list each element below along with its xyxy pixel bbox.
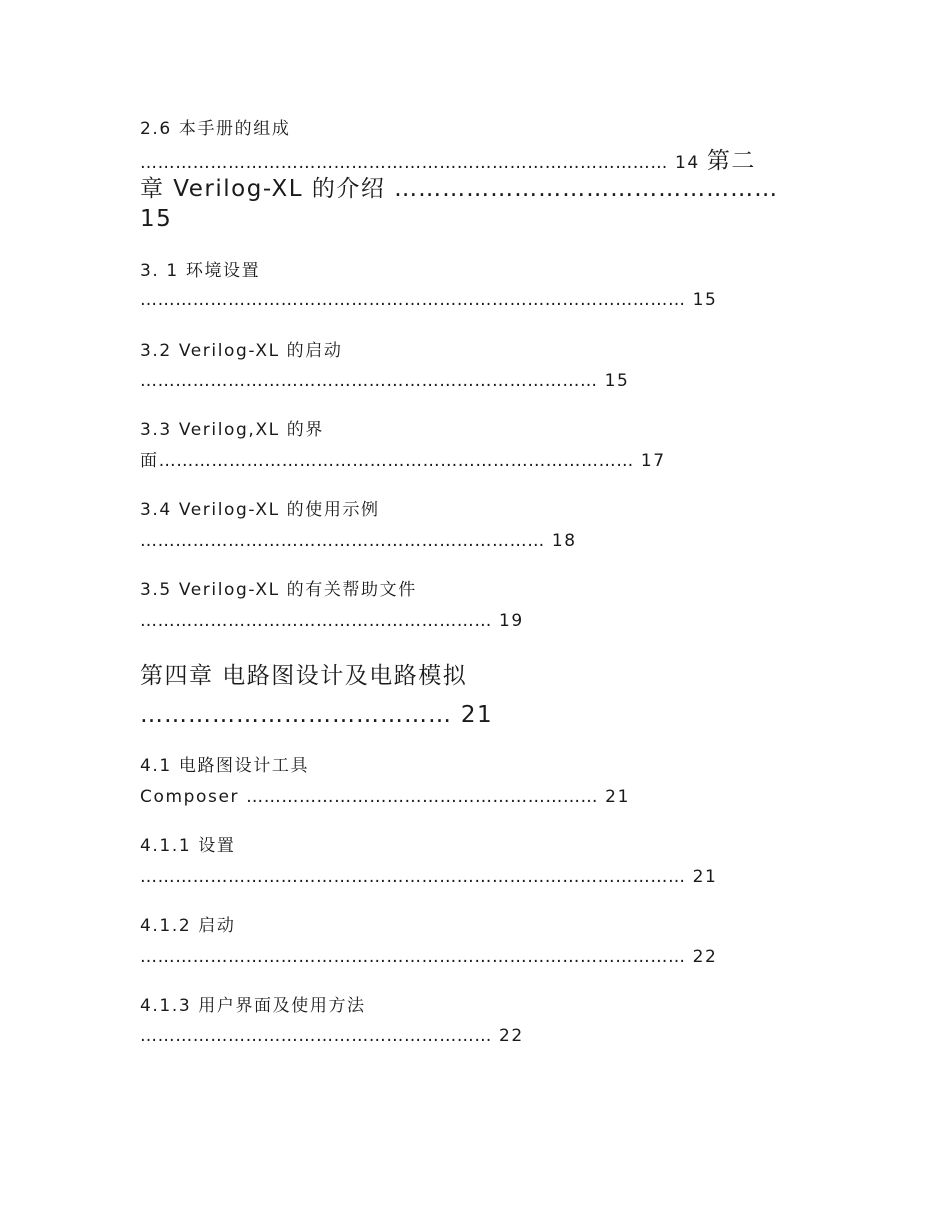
dot-leader: …………………………………………………… [140,611,492,631]
page-number: 21 [605,787,631,807]
dot-leader: …………………………………………………… [246,787,599,807]
toc-entry-leader [140,373,629,390]
toc-entry-leader [140,789,630,806]
toc-entry-title: 4.1.2 启动 [140,916,236,936]
toc-chapter-line [140,178,778,201]
toc-entry-title: 4.1.1 设置 [140,836,236,856]
page-number: 14 [675,153,700,173]
page-number: 22 [692,947,718,967]
chapter-title: 第四章 电路图设计及电路模拟 [140,663,468,689]
toc-entry-title: 3.2 Verilog-XL 的启动 [140,341,343,361]
dot-leader: …………………………………………………………………… [140,371,598,391]
dot-leader: ………………………………… [140,702,452,728]
toc-entry-title: 2.6 本手册的组成 [140,119,291,139]
toc-entry-title: 4.1 电路图设计工具 [140,756,310,776]
page-number: 19 [499,611,524,631]
page-number: 15 [140,206,173,232]
dot-leader: …………………………………………………………… [140,531,545,551]
toc-entry-leader [140,292,717,309]
dot-leader: ………………………………………………………………………………… [140,947,686,967]
toc-entry-title-cont: 面 [140,451,159,471]
toc-entry-title: 3.3 Verilog,XL 的界 [140,420,324,440]
chapter-title: 章 Verilog-XL 的介绍 [140,176,386,202]
toc-entry-title: 4.1.3 用户界面及使用方法 [140,996,366,1016]
toc-entry-leader [140,533,577,550]
toc-entry-leader [140,949,717,966]
dot-leader: …………………………………………………… [140,1026,492,1046]
dot-leader: ……………………………………………………………………… [158,451,634,471]
page-number: 18 [551,531,577,551]
toc-entry-leader [140,613,524,630]
toc-entry-title: 3.5 Verilog-XL 的有关帮助文件 [140,580,417,600]
dot-leader: ……………………………………………………………………………… [140,153,668,173]
toc-chapter-leader [140,704,493,727]
chapter-heading: 第二 [706,148,756,174]
page-number: 15 [604,371,630,391]
toc-entry-leader [140,453,666,470]
dot-leader: ………………………………………………………………………………… [140,290,686,310]
toc-entry-title: 3.4 Verilog-XL 的使用示例 [140,500,380,520]
toc-entry-leader [140,1028,524,1045]
page-number: 22 [499,1026,524,1046]
page-number: 15 [692,290,718,310]
page-number: 21 [460,702,494,728]
toc-entry-title-cont: Composer [140,787,240,807]
dot-leader: ………………………………………… [394,176,779,202]
toc-entry-title: 3. 1 环境设置 [140,261,261,281]
toc-entry-leader [140,150,756,173]
dot-leader: ………………………………………………………………………………… [140,867,686,887]
page-number: 21 [692,867,718,887]
page-number: 17 [640,451,666,471]
toc-entry-leader [140,869,717,886]
